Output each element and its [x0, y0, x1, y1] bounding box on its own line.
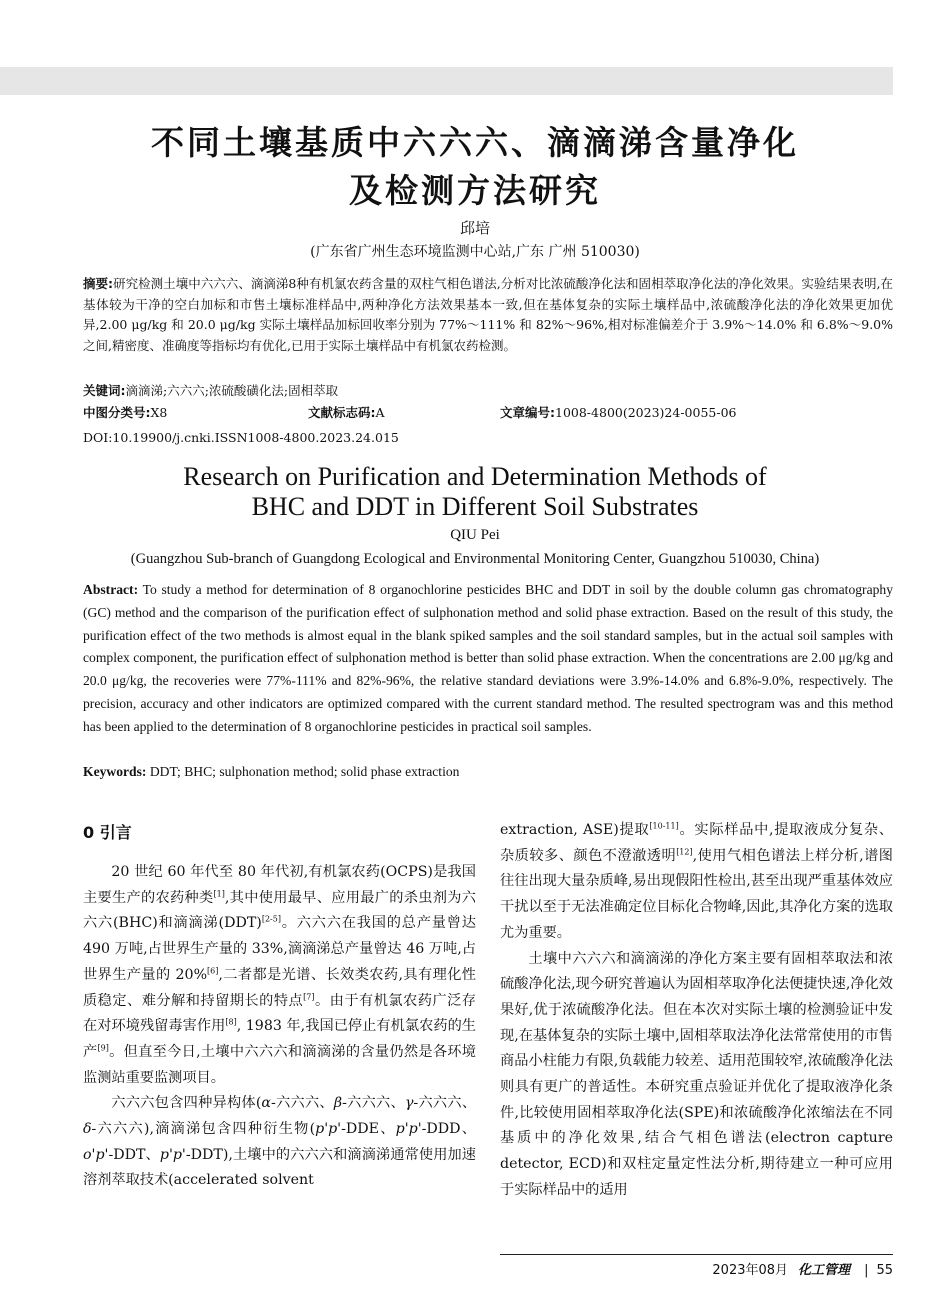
keywords-cn-text: 滴滴涕;六六六;浓硫酸磺化法;固相萃取 [125, 383, 339, 398]
abstract-en-label: Abstract: [83, 582, 139, 597]
author-en: QIU Pei [450, 527, 500, 543]
italic-symbol: α [261, 1095, 272, 1112]
clc-value: X8 [150, 405, 168, 420]
doc-label: 文献标志码: [308, 405, 376, 420]
abstract-en-text: To study a method for determination of 8 organochlorine pesticides BHC and DDT in soil by the double column gas chromatography (GC) method and the comparison of the purification effect of sulphonation method and solid phase extraction. Based on the result of this study, the purification effect of the two methods is almost equal in the blank spiked samples and the soil standard samples, but in the actual soil samples with complex component, the purification effect of sulphonation method is better than solid phase extraction. When the concentrations are 2.00 μg/kg and 20.0 μg/kg, the recoveries were 77%-111% and 82%-96%, the relative standard deviations were 3.9%-14.0% and 6.8%-9.0%, respectively. The precision, accuracy and other indicators are optimized compared with the current standard method. The resulted spectrogram was and this method has been applied to the determination of 8 organochlorine pesticides in practical soil samples. [83, 582, 893, 734]
keywords-en-label: Keywords: [83, 764, 147, 779]
text-run: 。但直至今日,土壤中六六六和滴滴涕的含量仍然是各环境监测站重要监测项目。 [83, 1043, 476, 1086]
abstract-en [83, 579, 893, 739]
italic-symbol: p'p' [315, 1121, 342, 1138]
abstract-cn [83, 274, 893, 356]
clc-number [83, 403, 167, 424]
title-cn-line1: 不同土壤基质中六六六、滴滴涕含量净化 [151, 123, 799, 162]
italic-symbol: p'p' [395, 1121, 422, 1138]
article-number [500, 403, 736, 424]
column-left [83, 818, 476, 1194]
citation: [10-11] [649, 821, 679, 831]
text-run: extraction, ASE)提取 [500, 822, 650, 838]
doc-value: A [375, 405, 385, 420]
text-run: -六六六),滴滴涕包含四种衍生物( [91, 1121, 316, 1138]
text-run: 。由于有机氯农药广泛存在对环境残留毒害作用 [83, 992, 476, 1035]
article-value: 1008-4800(2023)24-0055-06 [555, 405, 737, 420]
paragraph-2 [83, 1091, 476, 1194]
italic-symbol: δ [83, 1121, 92, 1138]
citation: [6] [207, 966, 219, 976]
footer-rule [500, 1254, 893, 1255]
page-number: 55 [876, 1263, 893, 1278]
abstract-cn-label: 摘要: [83, 276, 114, 291]
text-run: -六六六、 [342, 1095, 405, 1112]
citation: [2-5] [261, 914, 281, 924]
text-run: 。六六六在我国的总产量曾达 490 万吨,占世界生产量的 33%,滴滴涕总产量曾达 46 万吨,占世界生产量的 20% [83, 915, 476, 983]
column-right [500, 818, 893, 1204]
italic-symbol: β [333, 1095, 343, 1112]
doi: DOI:10.19900/j.cnki.ISSN1008-4800.2023.24.015 [83, 430, 399, 445]
abstract-cn-text: 研究检测土壤中六六六、滴滴涕8种有机氯农药含量的双柱气相色谱法,分析对比浓硫酸净化法和固相萃取净化法的净化效果。实验结果表明,在基体较为干净的空白加标和市售土壤标准样品中,两种净化方法效果基本一致,但在基体复杂的实际土壤样品中,浓硫酸净化法的净化效果更加优异,2.00 μg/kg 和 20.0 μg/kg 实际土壤样品加标回收率分别为 77%～111% 和 82%～96%,相对标准偏差介于 3.9%～14.0% 和 6.8%～9.0% 之间,精密度、准确度等指标均有优化,已用于实际土壤样品中有机氯农药检测。 [83, 276, 894, 353]
paragraph-1 [83, 860, 476, 1091]
clc-label: 中图分类号: [83, 405, 151, 420]
text-run: ,二者都是光谱、长效类农药,具有理化性质稳定、难分解和持留期长的特点 [83, 966, 476, 1009]
article-label: 文章编号: [500, 405, 555, 420]
text-run: 。实际样品中,提取液成分复杂、杂质较多、颜色不澄澈透明 [500, 822, 893, 864]
journal-logo: 化工管理 [798, 1263, 851, 1278]
keywords-cn [83, 381, 893, 402]
citation: [9] [97, 1043, 109, 1053]
title-cn-line2: 及检测方法研究 [349, 171, 601, 210]
italic-symbol: o'p' [83, 1146, 109, 1163]
text-run: -DDT、 [108, 1146, 160, 1163]
keywords-cn-label: 关键词: [83, 383, 126, 398]
text-run: 20 世纪 60 年代至 80 年代初,有机氯农药(OCPS)是我国主要生产的农药种类 [83, 864, 476, 906]
doc-code [308, 403, 385, 424]
text-run: -DDT),土壤中的六六六和滴滴涕通常使用加速溶剂萃取技术(accelerated solvent [83, 1146, 476, 1189]
italic-symbol: γ [404, 1095, 414, 1112]
paragraph-4: 土壤中六六六和滴滴涕的净化方案主要有固相萃取法和浓硫酸净化法,现今研究普遍认为固相萃取净化法便捷快速,净化效果好,优于浓硫酸净化法。但在本次对实际土壤的检测验证中发现,在基体复杂的实际土壤中,固相萃取法净化法常常使用的市售商品小柱能力有限,负载能力较差、适用范围较窄,浓硫酸净化法则具有更广的普适性。本研究重点验证并优化了提取液净化条件,比较使用固相萃取净化法(SPE)和浓硫酸净化浓缩法在不同基质中的净化效果,结合气相色谱法(electron capture detector, ECD)和双柱定量定性法分析,期待建立一种可应用于实际样品中的适用 [500, 950, 893, 1198]
citation: [8] [225, 1017, 237, 1027]
header-band [0, 67, 893, 95]
text-run: -DDD、 [421, 1121, 476, 1138]
affiliation-en: (Guangzhou Sub-branch of Guangdong Ecological and Environmental Monitoring Center, Guangzhou 510030, China) [130, 551, 820, 567]
text-run: -DDE、 [341, 1121, 396, 1138]
text-run: -六六六、 [271, 1095, 334, 1112]
text-run: ,其中使用最早、应用最广的杀虫剂为六六六(BHC)和滴滴涕(DDT) [83, 889, 476, 932]
text-run: , 1983 年,我国已停止有机氯农药的生产 [83, 1018, 476, 1060]
citation: [1] [213, 888, 225, 898]
text-run: -六六六、 [413, 1095, 477, 1112]
author-cn: 邱培 [459, 219, 490, 237]
footer-separator: | [864, 1263, 869, 1278]
section-heading: 0 引言 [83, 823, 132, 842]
title-en-line2: BHC and DDT in Different Soil Substrates [251, 492, 699, 521]
text-run: ,使用气相色谱法上样分析,谱图往往出现大量杂质峰,易出现假阳性检出,甚至出现严重基体效应干扰以至于无法准确定位目标化合物峰,因此,其净化方案的选取尤为重要。 [500, 847, 893, 941]
footer [712, 1259, 893, 1278]
citation: [12] [676, 846, 693, 856]
citation: [7] [303, 991, 315, 1001]
keywords-en-text: DDT; BHC; sulphonation method; solid phase extraction [149, 764, 460, 779]
title-en-line1: Research on Purification and Determination Methods of [183, 462, 767, 491]
paragraph-3 [500, 818, 893, 947]
footer-date: 2023年08月 [712, 1263, 789, 1278]
text-run: 六六六包含四种异构体( [111, 1095, 262, 1112]
affiliation-cn: (广东省广州生态环境监测中心站,广东 广州 510030) [310, 244, 640, 260]
italic-symbol: p'p' [159, 1146, 186, 1163]
keywords-en [83, 761, 893, 784]
